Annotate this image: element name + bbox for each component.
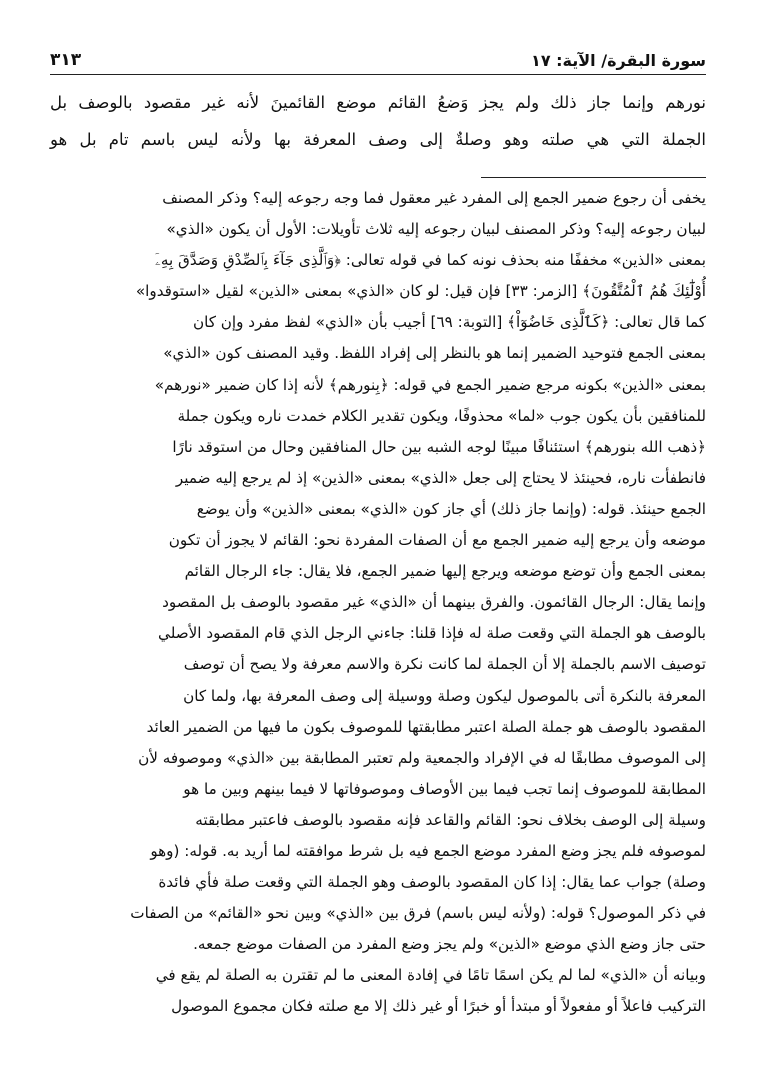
main-text-line: نورهم وإنما جاز ذلك ولم يجز وَضعُ القائم موضع القائمينَ لأنه غير مقصود بالوصف بل bbox=[50, 93, 706, 112]
commentary-line: لموصوفه فلم يجز وضع المفرد موضع الجمع فيه بل شرط موافقته لما أريد به. قوله: (وهو bbox=[150, 841, 706, 860]
page-number: ٣١٣ bbox=[50, 50, 82, 70]
commentary-line: التركيب فاعلاً أو مفعولاً أو مبتدأ أو خبرًا أو غير ذلك إلا مع صلته فكان مجموع الموصول bbox=[171, 997, 706, 1016]
commentary-line: بالوصف هو الجملة التي وقعت صلة له فإذا قلنا: جاءني الرجل الذي قام المقصود الأصلي bbox=[158, 624, 706, 643]
commentary-line: فانطفأت ناره، فحينئذ لا يحتاج إلى جعل «الذي» بمعنى «الذين» إذ لم يرجع إليه ضمير bbox=[175, 468, 706, 487]
commentary-line: وإنما يقال: الرجال القائمون. والفرق بينهما أن «الذي» غير مقصود بالوصف بل المقصود bbox=[162, 593, 706, 612]
commentary-line: المعرفة بالنكرة أتى بالموصول ليكون وصلة ووسيلة إلى وصف المعرفة بها، ولما كان bbox=[183, 686, 706, 705]
commentary-line: حتى جاز وضع الذي موضع «الذين» ولم يجز وضع المفرد من الصفات موضع جمعه. bbox=[193, 935, 706, 954]
commentary-line: بمعنى الجمع وأن توضع موضعه ويرجع إليها ضمير الجمع، فلا يقال: جاء الرجال القائم bbox=[184, 562, 706, 581]
commentary-line: للمنافقين بأن يكون جوب «لما» محذوفًا، ويكون تقدير الكلام خمدت ناره ويكون جملة bbox=[177, 406, 706, 425]
commentary-line: يخفى أن رجوع ضمير الجمع إلى المفرد غير معقول فما وجه رجوعه إليه؟ وذكر المصنف bbox=[162, 189, 706, 207]
commentary-line: وصلة) جواب عما يقال: إذا كان المقصود بالوصف وهو الجملة التي وقعت صلة فأي فائدة bbox=[158, 873, 706, 892]
commentary-line: إلى الموصوف مطابقًا له في الإفراد والجمعية ولم تعتبر المطابقة بين «الذي» وموصوفه لأن bbox=[138, 748, 706, 767]
commentary-line: وبيانه أن «الذي» لما لم يكن اسمًا تامًا في إفادة المعنى ما لم تقترن به الصلة لم يقع في bbox=[155, 966, 706, 985]
commentary-line: بمعنى «الذين» مخففًا منه بحذف نونه كما في قوله تعالى: ﴿وَٱلَّذِى جَآءَ بِٱلصِّدْقِ وَصَدَّقَ بِهِۦٓ bbox=[155, 251, 706, 270]
commentary-line: كما قال تعالى: ﴿كَٱلَّذِى خَاضُوٓاْ﴾ [التوبة: ٦٩] أجيب بأن «الذي» لفظ مفرد وإن كان bbox=[192, 313, 706, 332]
commentary-text bbox=[50, 183, 706, 1023]
main-text-line: الجملة التي هي صلته وهو وصلةٌ إلى وصف المعرفة بها ولأنه ليس باسم تام بل هو bbox=[50, 130, 706, 149]
commentary-line: المطابقة للموصوف إنما تجب فيما بين الأوصاف وموصوفاتها لا فيما بينهم وبين ما هو bbox=[183, 779, 706, 798]
commentary-line: وسيلة إلى الوصف بخلاف نحو: القائم والقاعد فإنه مقصود بالوصف فاعتبر مطابقته bbox=[195, 810, 706, 829]
main-text bbox=[50, 84, 706, 158]
commentary-line: الجمع حينئذ. قوله: (وإنما جاز ذلك) أي جاز كون «الذي» بمعنى «الذين» وأن يوضع bbox=[196, 499, 706, 518]
commentary-line: المقصود بالوصف هو جملة الصلة اعتبر مطابقتها للموصوف بكون ما فيها من الضمير العائد bbox=[146, 717, 706, 736]
commentary-line: بمعنى الجمع فتوحيد الضمير إنما هو بالنظر إلى إفراد اللفظ. وقيد المصنف كون «الذي» bbox=[163, 344, 706, 363]
commentary-line: بمعنى «الذين» بكونه مرجع ضمير الجمع في قوله: ﴿بِنورهم﴾ لأنه إذا كان ضمير «نورهم» bbox=[154, 375, 706, 394]
surah-ayah-title: سورة البقرة/ الآية: ١٧ bbox=[531, 51, 706, 70]
commentary-line: موضعه وأن يرجع إليه ضمير الجمع مع أن الصفات المفردة نحو: القائم لا يجوز أن تكون bbox=[168, 531, 706, 550]
commentary-line: أُوْلَٰٓئِكَ هُمُ ٱلْمُتَّقُونَ﴾ [الزمر: ٣٣] فإن قيل: لو كان «الذي» بمعنى «الذين» لقيل «استوقدوا» bbox=[135, 282, 706, 301]
footnote-divider bbox=[481, 177, 706, 178]
commentary-line: في ذكر الموصول؟ قوله: (ولأنه ليس باسم) فرق بين «الذي» وبين نحو «القائم» من الصفات bbox=[130, 904, 706, 923]
commentary-line: توصيف الاسم بالجملة إلا أن الجملة لما كانت نكرة والاسم معرفة ولا يصح أن توصف bbox=[183, 655, 706, 674]
commentary-line: ﴿ذهب الله بنورهم﴾ استئنافًا مبينًا لوجه الشبه بين حال المنافقين وحال من استوقد نارًا bbox=[172, 437, 706, 456]
running-header bbox=[50, 40, 706, 75]
commentary-line: لبيان رجوعه إليه؟ وذكر المصنف لبيان رجوعه إليه ثلاث تأويلات: الأول أن يكون «الذي» bbox=[166, 220, 706, 239]
